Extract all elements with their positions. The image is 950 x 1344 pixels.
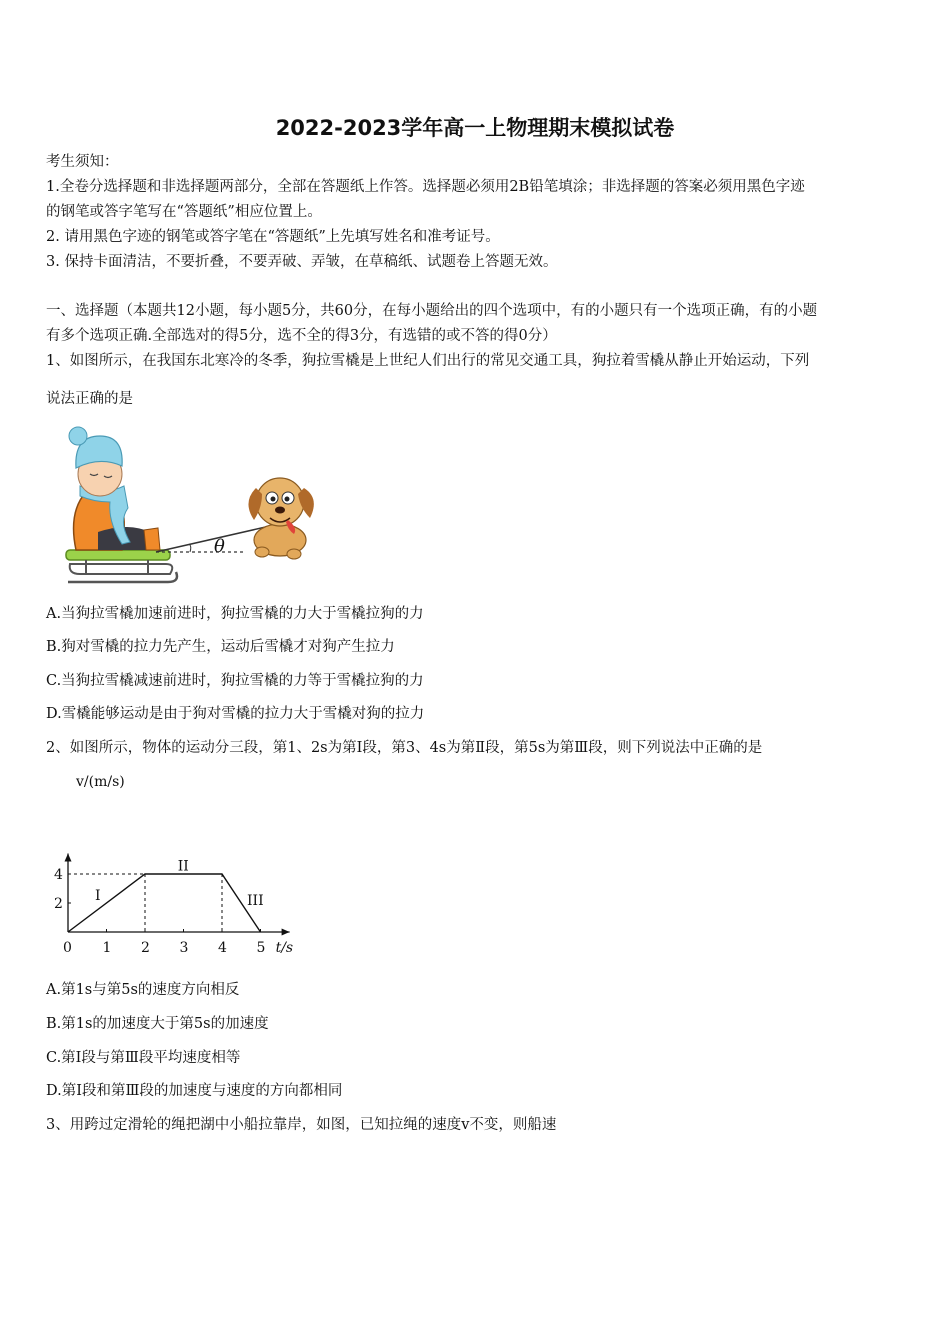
x-tick-label: 4 bbox=[218, 940, 227, 956]
x-axis-label: t/s bbox=[275, 940, 294, 956]
notice-heading: 考生须知： bbox=[46, 154, 119, 170]
y-tick-label: 4 bbox=[54, 867, 63, 883]
question-1-stem-cont: 说法正确的是 bbox=[46, 391, 133, 407]
q2-option-b: B.第1s的加速度大于第5s的加速度 bbox=[46, 1016, 269, 1032]
x-tick-label: 2 bbox=[141, 940, 150, 956]
segment-label-1: I bbox=[94, 888, 101, 905]
vt-graph bbox=[44, 768, 304, 958]
angle-label: θ bbox=[214, 536, 225, 557]
sled-dog-figure bbox=[58, 422, 320, 588]
x-tick-label: 3 bbox=[179, 940, 189, 956]
question-3-stem: 3、用跨过定滑轮的绳把湖中小船拉靠岸，如图，已知拉绳的速度v不变，则船速 bbox=[46, 1117, 557, 1133]
x-tick-label: 5 bbox=[256, 940, 266, 956]
q1-option-d: D.雪橇能够运动是由于狗对雪橇的拉力大于雪橇对狗的拉力 bbox=[46, 706, 425, 722]
q2-option-c: C.第Ⅰ段与第Ⅲ段平均速度相等 bbox=[46, 1050, 241, 1066]
y-tick-label: 2 bbox=[54, 896, 63, 912]
page-title: 2022-2023学年高一上物理期末模拟试卷 bbox=[275, 116, 675, 140]
segment-label-2: II bbox=[177, 858, 189, 875]
question-2-stem: 2、如图所示，物体的运动分三段，第1、2s为第Ⅰ段，第3、4s为第Ⅱ段，第5s为第Ⅲ段，则下列说法中正确的是 bbox=[46, 740, 763, 756]
notice-item-1: 1.全卷分选择题和非选择题两部分，全部在答题纸上作答。选择题必须用2B铅笔填涂；非选择题的答案必须用黑色字迹 bbox=[46, 179, 805, 195]
section-heading-cont: 有多个选项正确.全部选对的得5分，选不全的得3分，有选错的或不答的得0分） bbox=[46, 328, 557, 344]
x-axis-arrow bbox=[282, 929, 290, 936]
question-1-stem: 1、如图所示，在我国东北寒冷的冬季，狗拉雪橇是上世纪人们出行的常见交通工具，狗拉着雪橇从静止开始运动，下列 bbox=[46, 353, 810, 369]
q2-option-a: A.第1s与第5s的速度方向相反 bbox=[46, 982, 240, 998]
notice-item-1-cont: 的钢笔或答字笔写在“答题纸”相应位置上。 bbox=[46, 204, 322, 220]
section-heading: 一、选择题（本题共12小题，每小题5分，共60分，在每小题给出的四个选项中，有的小题只有一个选项正确，有的小题 bbox=[46, 303, 818, 319]
x-tick-label: 0 bbox=[63, 940, 72, 956]
q1-option-a: A.当狗拉雪橇加速前进时，狗拉雪橇的力大于雪橇拉狗的力 bbox=[46, 606, 424, 622]
x-tick-label: 1 bbox=[102, 940, 112, 956]
notice-item-2: 2. 请用黑色字迹的钢笔或答字笔在“答题纸”上先填写姓名和准考证号。 bbox=[46, 229, 500, 245]
segment-label-3: III bbox=[247, 893, 264, 910]
q1-option-b: B.狗对雪橇的拉力先产生，运动后雪橇才对狗产生拉力 bbox=[46, 639, 395, 655]
y-axis-arrow bbox=[65, 854, 72, 862]
y-axis-label: v/(m/s) bbox=[76, 774, 125, 790]
q1-option-c: C.当狗拉雪橇减速前进时，狗拉雪橇的力等于雪橇拉狗的力 bbox=[46, 673, 424, 689]
notice-item-3: 3. 保持卡面清洁，不要折叠，不要弄破、弄皱，在草稿纸、试题卷上答题无效。 bbox=[46, 254, 558, 270]
q2-option-d: D.第Ⅰ段和第Ⅲ段的加速度与速度的方向都相同 bbox=[46, 1083, 343, 1099]
